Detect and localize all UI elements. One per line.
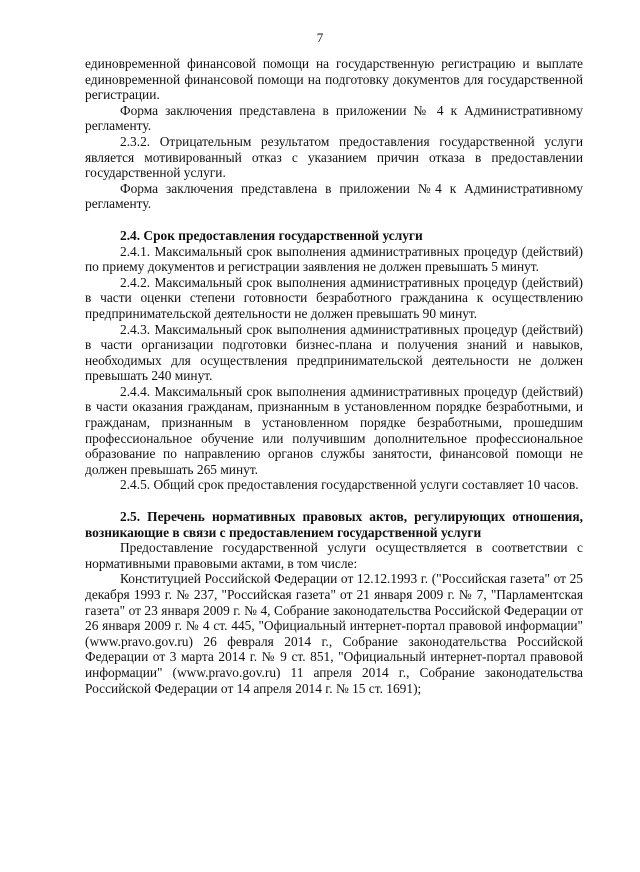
section-heading: 2.5. Перечень нормативных правовых актов, регулирующих отношения, возникающие в связи с предоставлением государственной услуги — [85, 509, 583, 540]
paragraph-gap — [85, 493, 583, 509]
paragraph: единовременной финансовой помощи на государственную регистрацию и выплате единовременной финансовой помощи на подготовку документов для государственной регистрации. — [85, 56, 583, 103]
paragraph: Форма заключения представлена в приложении №4 к Административному регламенту. — [85, 180, 583, 212]
paragraph: Форма заключения представлена в приложении № 4 к Административному регламенту. — [85, 102, 583, 134]
paragraph: 2.4.2. Максимальный срок выполнения административных процедур (действий) в части оценки степени готовности безработного гражданина к осуществлению предпринимательской деятельности не должен превышать 90 минут. — [85, 274, 583, 321]
paragraph: 2.4.4. Максимальный срок выполнения административных процедур (действий) в части оказания гражданам, признанным в установленном порядке безработными, и гражданам, признанным в установленном порядке безработными, прошедшим профессиональное обучение или получившим дополнительное профессиональное образование по направлению органов службы занятости, финансовой помощи не должен превышать 265 минут. — [85, 383, 583, 477]
paragraph: 2.4.1. Максимальный срок выполнения административных процедур (действий) по приему документов и регистрации заявления не должен превышать 5 минут. — [85, 243, 583, 275]
paragraph: Конституцией Российской Федерации от 12.12.1993 г. ("Российская газета" от 25 декабря 1993 г. № 237, "Российская газета" от 21 января 2009 г. № 7, "Парламентская газета" от 23 января 2009 г. № 4, Собрание законодательства Российской Федерации от 26 января 2009 г. № 4 ст. 445, "Официальный интернет-портал правовой информации" (www.pravo.gov.ru) 26 февраля 2014 г., Собрание законодательства Российской Федерации от 3 марта 2014 г. № 9 ст. 851, "Официальный интернет-портал правовой информации" (www.pravo.gov.ru) 11 апреля 2014 г., Собрание законодательства Российской Федерации от 14 апреля 2014 г. № 15 ст. 1691); — [85, 571, 583, 696]
paragraph: Предоставление государственной услуги осуществляется в соответствии с нормативными правовыми актами, в том числе: — [85, 540, 583, 571]
paragraph: 2.3.2. Отрицательным результатом предоставления государственной услуги является мотивированный отказ с указанием причин отказа в предоставлении государственной услуги. — [85, 133, 583, 181]
paragraph: 2.4.5. Общий срок предоставления государственной услуги составляет 10 часов. — [120, 477, 579, 493]
paragraph-gap — [85, 212, 583, 228]
paragraph: 2.4.3. Максимальный срок выполнения административных процедур (действий) в части организации подготовки бизнес-плана и получения знаний и навыков, необходимых для осуществления предпринимательской деятельности не должен превышать 240 минут. — [85, 321, 583, 384]
body-text — [85, 56, 583, 696]
page-number: 7 — [316, 30, 324, 45]
section-heading: 2.4. Срок предоставления государственной услуги — [120, 227, 423, 243]
